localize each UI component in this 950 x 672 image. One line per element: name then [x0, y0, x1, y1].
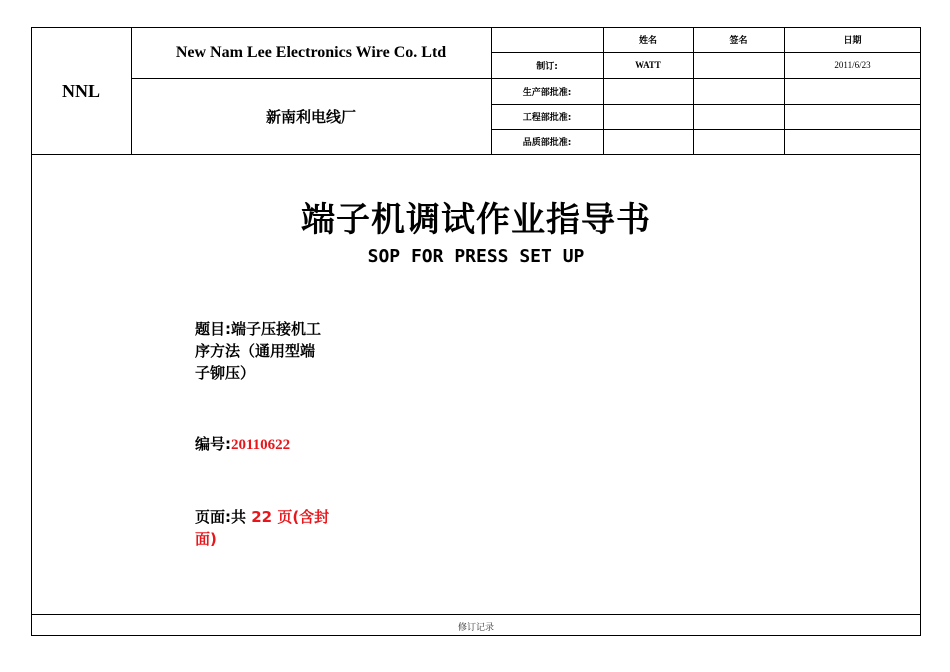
column-header-name: 姓名 [638, 36, 657, 46]
company-name-cn: 新南利电线厂 [265, 107, 356, 126]
row-label-drafted: 制订: [536, 61, 558, 72]
company-logo: NNL [61, 80, 100, 101]
column-header-signature: 签名 [729, 36, 748, 46]
header-bottom-line [31, 154, 921, 155]
page-count-value: 22 页(含封 面) [195, 508, 330, 548]
revision-record-label: 修订记录 [457, 622, 494, 633]
row-drafted-name: WATT [635, 60, 661, 70]
page-count-field [195, 506, 355, 550]
document-title-en: SOP FOR PRESS SET UP [367, 246, 585, 267]
document-number-value: 20110622 [231, 437, 291, 453]
document-number-field [195, 433, 495, 456]
row-label-engineering-approval: 工程部批准: [522, 113, 572, 123]
subject-field: 题目:端子压接机工 序方法（通用型端 子铆压） [195, 320, 321, 382]
row-label-production-approval: 生产部批准: [522, 87, 572, 98]
footer-divider [31, 614, 921, 615]
company-name-en: New Nam Lee Electronics Wire Co. Ltd [175, 43, 447, 61]
column-header-date: 日期 [843, 36, 862, 46]
row-label-quality-approval: 品质部批准: [522, 138, 572, 148]
row-drafted-signature [693, 52, 784, 78]
row-drafted-date: 2011/6/23 [834, 60, 871, 70]
page-count-label: 页面:共 [195, 508, 252, 526]
document-number-label: 编号: [195, 435, 231, 453]
document-title-cn: 端子机调试作业指导书 [301, 200, 651, 240]
